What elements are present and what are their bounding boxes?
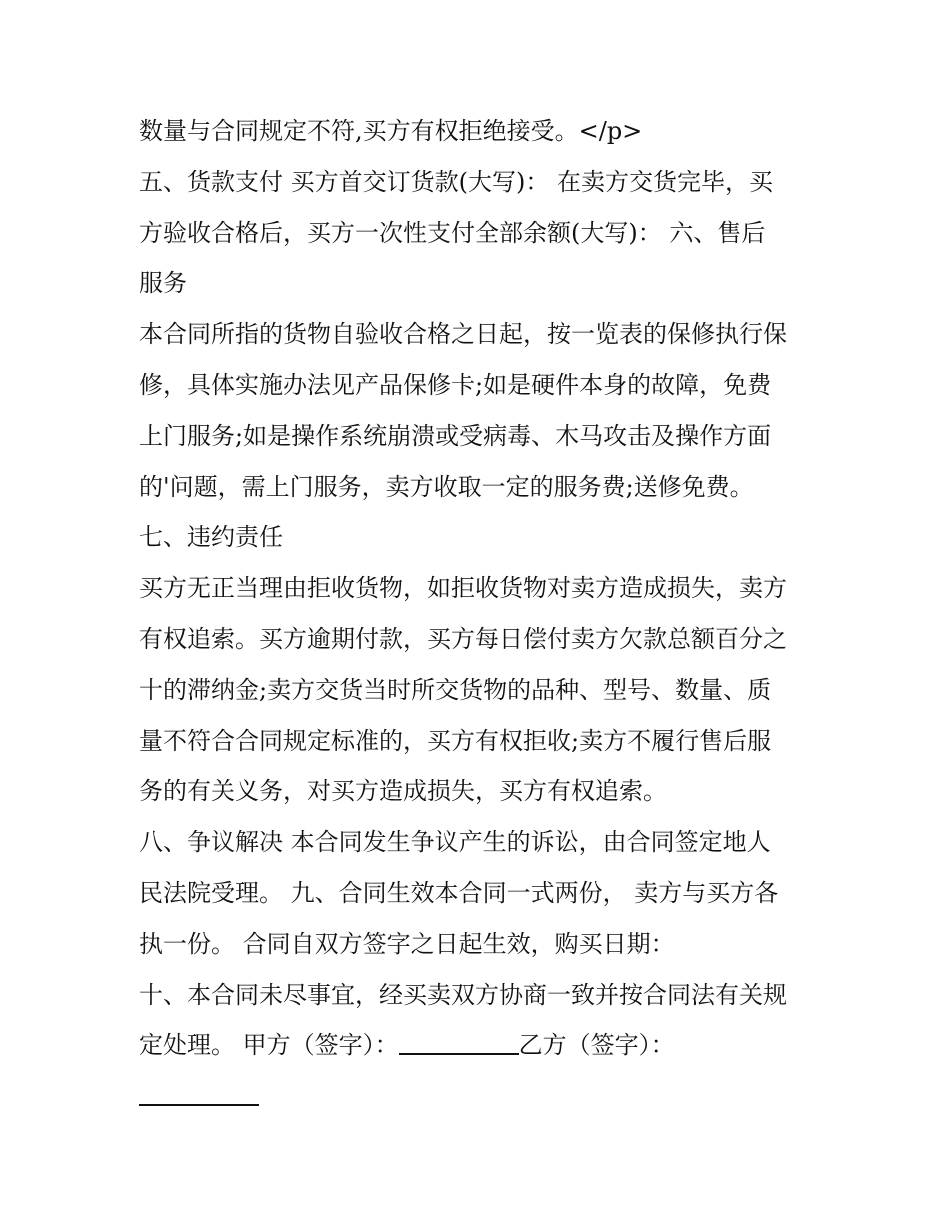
signature-line — [139, 1071, 819, 1122]
text-line: 服务 — [139, 269, 187, 298]
text-line: 本合同所指的货物自验收合格之日起，按一览表的保修执行保 — [139, 320, 787, 349]
text-line: 执一份。 合同自双方签字之日起生效，购买日期： — [139, 929, 675, 958]
text-line: 民法院受理。 九、合同生效本合同一式两份， 卖方与买方各 — [139, 878, 779, 907]
section-heading: 七、违约责任 — [139, 523, 283, 552]
text-line: 方验收合格后，买方一次性支付全部余额(大写)： 六、售后 — [139, 218, 766, 247]
text-line: 有权追索。买方逾期付款，买方每日偿付卖方欠款总额百分之 — [139, 624, 787, 653]
party-b-signature-blank — [139, 1080, 259, 1106]
text-line: 八、争议解决 本合同发生争议产生的诉讼，由合同签定地人 — [139, 828, 771, 857]
text-line: 的'问题，需上门服务，卖方收取一定的服务费;送修免费。 — [139, 472, 754, 501]
document-page — [139, 106, 819, 1122]
party-a-signature-blank — [399, 1029, 519, 1055]
text-line: 上门服务;如是操作系统崩溃或受病毒、木马攻击及操作方面 — [139, 421, 772, 450]
text-line: 十的滞纳金;卖方交货当时所交货物的品种、型号、数量、质 — [139, 675, 772, 704]
text-line: 修，具体实施办法见产品保修卡;如是硬件本身的故障，免费 — [139, 370, 772, 399]
text-line: 量不符合合同规定标准的，买方有权拒收;卖方不履行售后服 — [139, 726, 772, 755]
text-line: 五、货款支付 买方首交订货款(大写)： 在卖方交货完毕，买 — [139, 167, 773, 196]
text-line: 买方无正当理由拒收货物，如拒收货物对卖方造成损失，卖方 — [139, 574, 787, 603]
signature-line — [139, 1020, 819, 1071]
party-b-label: 乙方（签字）： — [518, 1031, 675, 1060]
text-line: 务的有关义务，对买方造成损失，买方有权追索。 — [139, 777, 667, 806]
party-a-label: 定处理。 甲方（签字）： — [139, 1031, 399, 1060]
text-line: 数量与合同规定不符,买方有权拒绝接受。</p> — [139, 117, 643, 145]
text-line: 十、本合同未尽事宜，经买卖双方协商一致并按合同法有关规 — [139, 980, 787, 1009]
